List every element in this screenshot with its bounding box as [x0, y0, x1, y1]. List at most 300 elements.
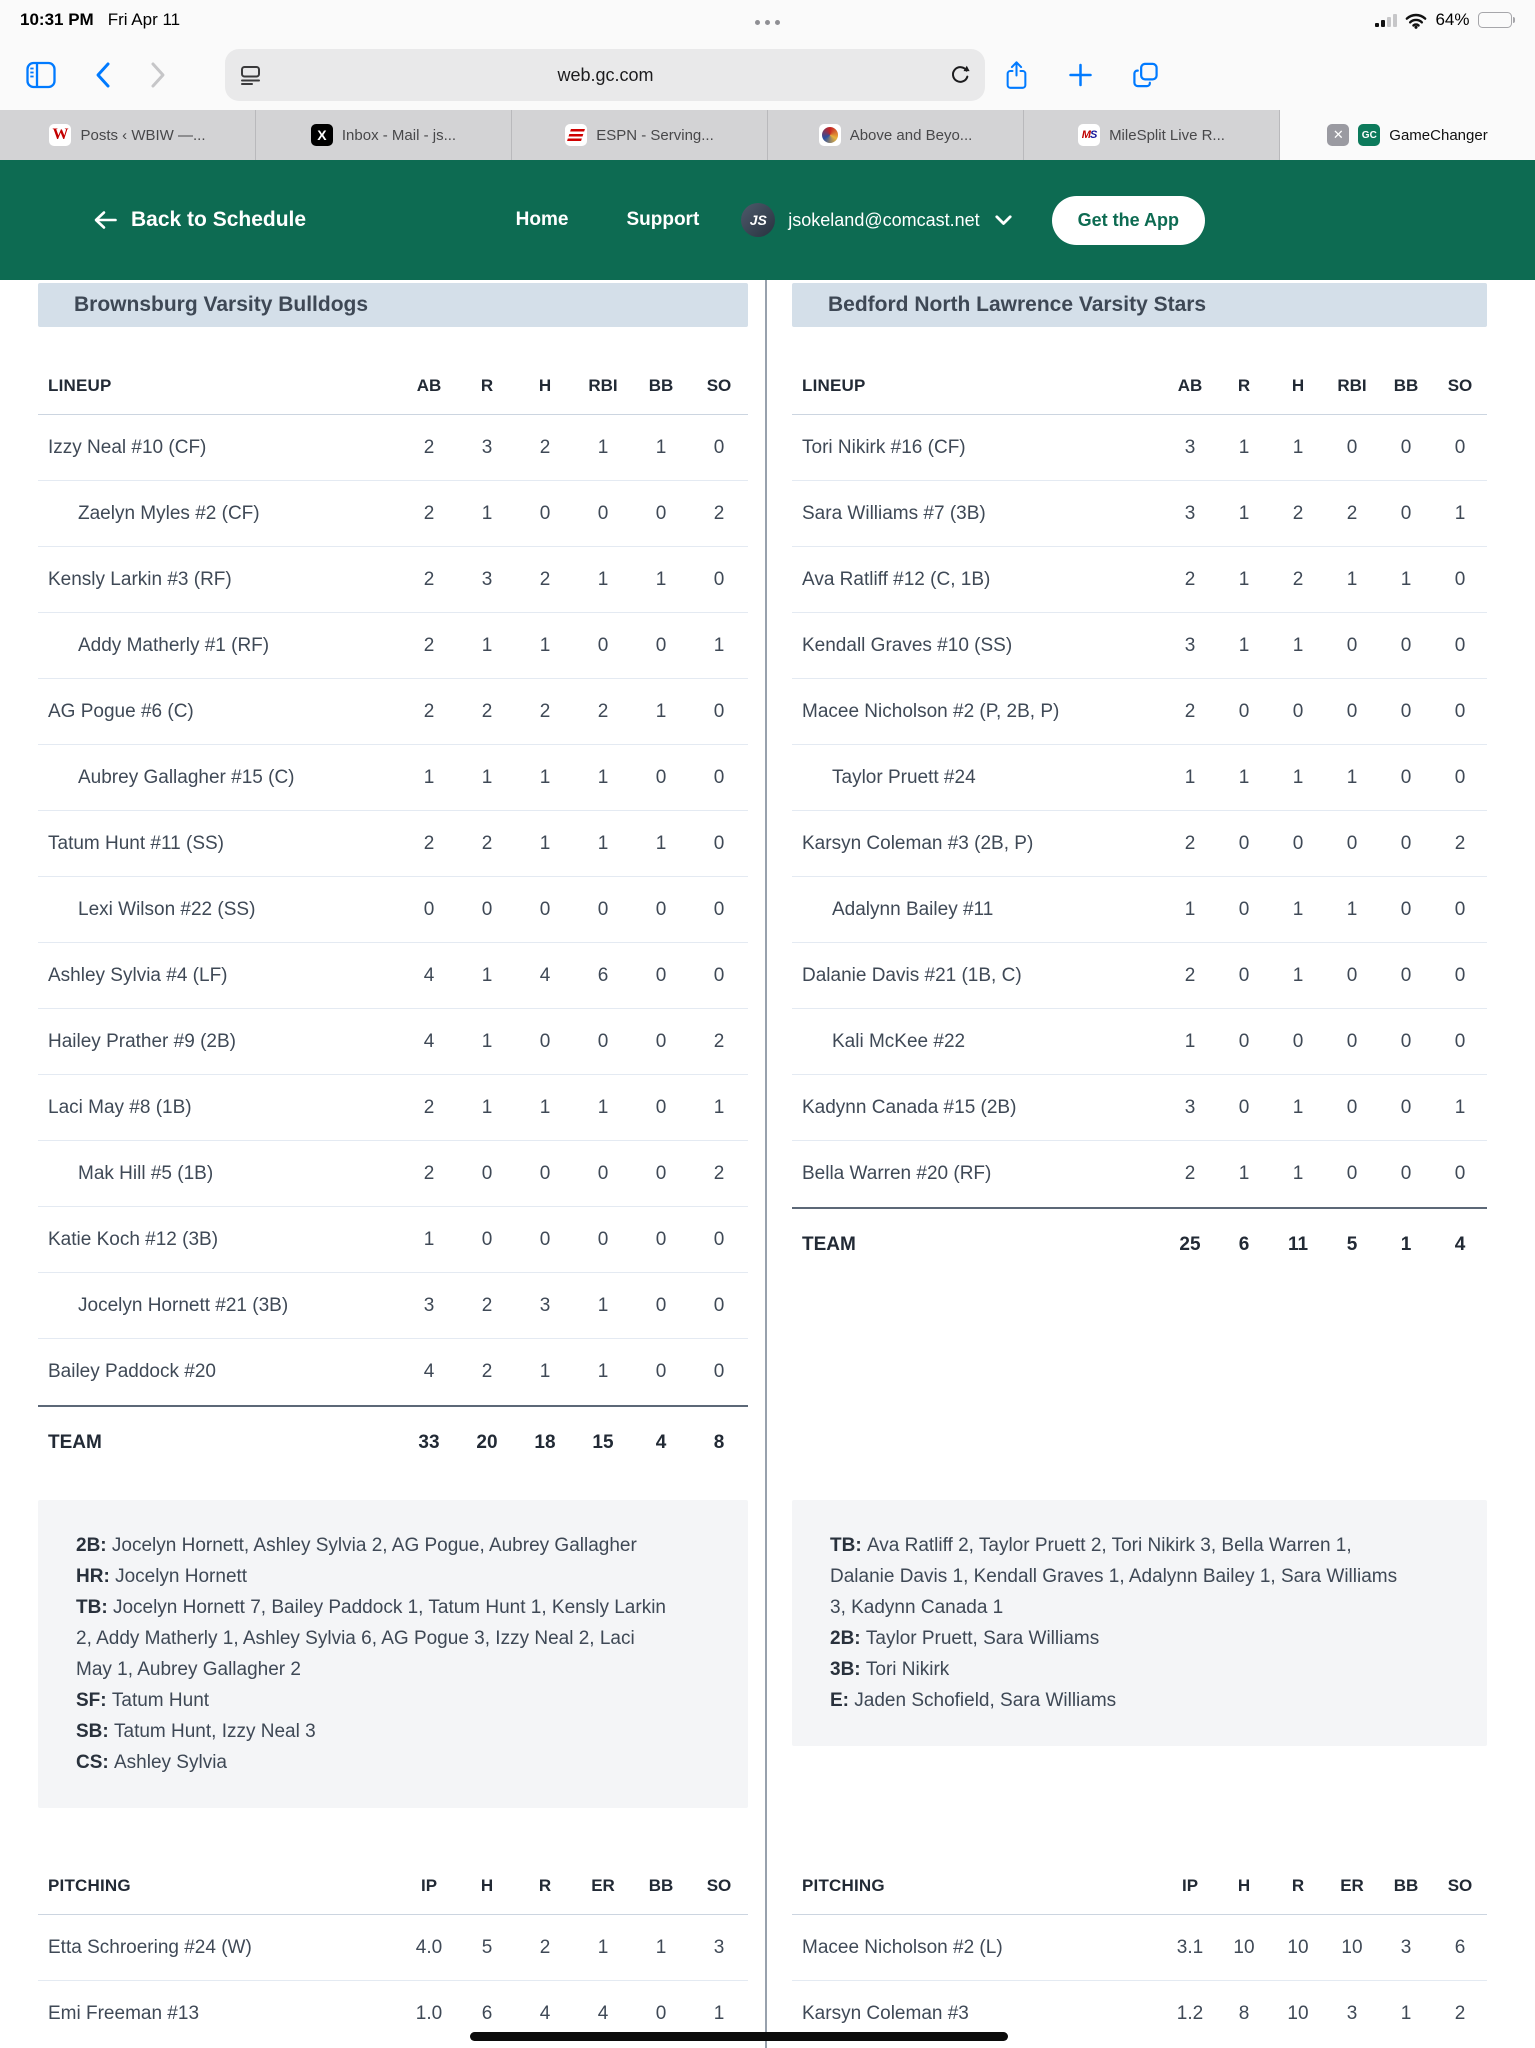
stat-value: 0 — [713, 898, 725, 920]
col-r: R — [480, 375, 494, 395]
stat-value: 1 — [1184, 766, 1196, 788]
account-menu[interactable] — [741, 203, 1011, 237]
stat-value: 1 — [1238, 766, 1250, 788]
lineup-row — [38, 1009, 748, 1075]
col-so: SO — [706, 1875, 732, 1895]
player-name: Addy Matherly #1 (RF) — [78, 634, 270, 656]
back-to-schedule-link[interactable] — [93, 208, 306, 232]
pitching-header: PITCHING — [48, 1875, 131, 1895]
tab-label: GameChanger — [1389, 126, 1488, 144]
stat-value: 0 — [1400, 766, 1412, 788]
stat-value: 1 — [1400, 2003, 1412, 2024]
stat-value: 0 — [481, 898, 493, 920]
team-total-value: 25 — [1179, 1234, 1201, 1255]
player-name: Sara Williams #7 (3B) — [802, 502, 986, 524]
stat-value: 2 — [539, 568, 551, 590]
team-label: TEAM — [48, 1432, 102, 1453]
stat-value: 2 — [713, 502, 725, 524]
stat-value: 0 — [481, 1228, 493, 1250]
stat-value: 0 — [539, 1030, 551, 1052]
stat-value: 0 — [713, 832, 725, 854]
player-name: Hailey Prather #9 (2B) — [48, 1030, 236, 1052]
forward-icon[interactable] — [150, 61, 167, 89]
player-name: Kensly Larkin #3 (RF) — [48, 568, 232, 590]
player-name: Adalynn Bailey #11 — [832, 898, 994, 920]
col-so: SO — [1447, 1875, 1473, 1895]
milesplit-icon: M S — [1078, 124, 1100, 146]
stat-value: 0 — [1292, 1030, 1304, 1052]
stat-value: 2 — [423, 832, 435, 854]
stat-value: 0 — [1400, 1163, 1412, 1184]
stat-value: 2 — [539, 1936, 551, 1958]
stat-value: 0 — [1346, 1096, 1358, 1118]
stat-value: 1 — [1238, 1163, 1250, 1184]
lineup-row — [38, 811, 748, 877]
stat-note: 3B: Tori Nikirk — [830, 1659, 950, 1680]
stat-value: 1 — [539, 634, 551, 656]
stat-value: 1 — [481, 964, 493, 986]
stat-value: 0 — [1400, 964, 1412, 986]
stat-value: 2 — [597, 700, 609, 722]
back-icon[interactable] — [94, 61, 111, 89]
stat-value: 0 — [1400, 898, 1412, 920]
stat-value: 1 — [655, 832, 667, 854]
stat-value: 2 — [1292, 568, 1304, 590]
stat-note: CS: Ashley Sylvia — [76, 1752, 227, 1773]
lineup-row — [792, 415, 1487, 481]
stat-value: 2 — [423, 502, 435, 524]
team-name: Brownsburg Varsity Bulldogs — [74, 293, 369, 316]
stat-value: 3 — [481, 568, 493, 590]
header-nav — [516, 196, 1205, 245]
stat-value: 0 — [1238, 832, 1250, 854]
stat-value: 0 — [1346, 634, 1358, 656]
team-totals-row — [792, 1207, 1487, 1281]
stat-value: 10 — [1233, 1936, 1255, 1958]
tab-espn[interactable] — [512, 110, 768, 160]
stat-value: 0 — [1400, 1096, 1412, 1118]
stat-value: 4 — [423, 1361, 435, 1382]
team-totals-row — [38, 1405, 748, 1479]
player-name: Etta Schroering #24 (W) — [48, 1936, 252, 1958]
stat-note: 2B: Taylor Pruett, Sara Williams — [830, 1628, 1100, 1649]
stat-value: 1.0 — [415, 2003, 443, 2024]
lineup-row — [792, 1141, 1487, 1207]
stat-value: 1 — [713, 2003, 725, 2024]
stat-note: TB: Ava Ratliff 2, Taylor Pruett 2, Tori Nikirk 3, Bella Warren 1, Dalanie Davis 1, Kendall Graves 1, Adalynn Bailey 1, Sara Williams 3, Kadynn Canada 1 — [830, 1535, 1398, 1618]
stat-value: 1 — [655, 436, 667, 458]
stat-value: 2 — [1184, 832, 1196, 854]
col-r: R — [1237, 375, 1251, 395]
stat-value: 6 — [481, 2003, 493, 2024]
stat-value: 1 — [481, 1096, 493, 1118]
stat-value: 1 — [597, 766, 609, 788]
player-name: Bella Warren #20 (RF) — [802, 1163, 992, 1184]
url-text: web.gc.com — [557, 64, 654, 85]
stat-value: 0 — [655, 898, 667, 920]
lineup-header: LINEUP — [802, 375, 866, 395]
col-bb: BB — [648, 1875, 674, 1895]
stat-value: 4 — [539, 2003, 551, 2024]
lineup-row — [38, 481, 748, 547]
player-name: Lexi Wilson #22 (SS) — [78, 898, 256, 920]
stat-value: 2 — [423, 1096, 435, 1118]
stat-value: 0 — [539, 898, 551, 920]
gamechanger-icon: GC — [1358, 124, 1380, 146]
stat-value: 0 — [1454, 436, 1466, 458]
stat-value: 1.2 — [1176, 2003, 1204, 2024]
stat-value: 4 — [539, 964, 551, 986]
stat-value: 0 — [655, 766, 667, 788]
nav-home[interactable]: Home — [515, 209, 569, 230]
stat-note: TB: Jocelyn Hornett 7, Bailey Paddock 1, Tatum Hunt 1, Kensly Larkin 2, Addy Matherly 1, Ashley Sylvia 6, AG Pogue 3, Izzy Neal 2, Laci May 1, Aubrey Gallagher 2 — [76, 1597, 666, 1680]
player-name: Macee Nicholson #2 (L) — [802, 1936, 1003, 1958]
away-team-lineup-section — [792, 283, 1487, 1480]
get-the-app-button[interactable]: Get the App — [1052, 196, 1205, 245]
stat-value: 0 — [1454, 766, 1466, 788]
stat-value: 1 — [1184, 1030, 1196, 1052]
col-er: ER — [591, 1875, 615, 1895]
tab-above-and-beyond[interactable] — [768, 110, 1024, 160]
stat-value: 1 — [597, 1096, 609, 1118]
stat-value: 0 — [1400, 832, 1412, 854]
stat-value: 2 — [1346, 502, 1358, 524]
tab-label: ESPN - Serving... — [596, 126, 714, 144]
stat-value: 0 — [597, 1162, 609, 1184]
stat-value: 0 — [1292, 700, 1304, 722]
sidebar-toggle-icon[interactable] — [26, 62, 56, 89]
share-icon[interactable] — [1005, 60, 1028, 90]
stat-value: 0 — [1454, 1030, 1466, 1052]
pane-divider — [765, 280, 767, 2048]
stat-value: 1 — [1292, 436, 1304, 458]
stat-value: 0 — [713, 700, 725, 722]
stat-value: 1 — [1454, 502, 1466, 524]
lineup-row — [792, 745, 1487, 811]
page-settings-icon[interactable] — [239, 64, 262, 86]
pitching-header-row — [792, 1857, 1487, 1915]
lineup-row — [38, 547, 748, 613]
battery-percent: 64% — [1435, 10, 1470, 29]
new-tab-icon[interactable] — [1068, 63, 1093, 88]
stat-value: 0 — [539, 1228, 551, 1250]
stat-value: 2 — [539, 436, 551, 458]
stat-value: 0 — [1400, 436, 1412, 458]
lineup-row — [38, 679, 748, 745]
tab-gamechanger[interactable] — [1280, 110, 1535, 160]
stat-value: 3 — [1184, 436, 1196, 458]
stat-value: 0 — [713, 568, 725, 590]
stat-value: 0 — [423, 898, 435, 920]
stat-value: 0 — [1346, 832, 1358, 854]
stat-value: 0 — [655, 1294, 667, 1316]
stat-value: 0 — [655, 1162, 667, 1184]
stat-value: 0 — [539, 502, 551, 524]
stat-value: 0 — [481, 1162, 493, 1184]
lineup-row — [792, 481, 1487, 547]
stat-value: 0 — [655, 502, 667, 524]
close-tab-icon[interactable]: ✕ — [1327, 124, 1349, 146]
away-team-stat-notes — [792, 1500, 1487, 1746]
stat-value: 0 — [713, 1228, 725, 1250]
pitching-row — [38, 1915, 748, 1981]
home-team-lineup-section — [38, 283, 748, 1480]
status-bar — [0, 0, 1535, 40]
stat-value: 0 — [1238, 1030, 1250, 1052]
col-er: ER — [1340, 1875, 1364, 1895]
lineup-row — [38, 613, 748, 679]
stat-value: 0 — [713, 1361, 725, 1382]
tab-label: Posts ‹ WBIW —... — [80, 126, 206, 144]
stat-note: 2B: Jocelyn Hornett, Ashley Sylvia 2, AG Pogue, Aubrey Gallagher — [76, 1535, 637, 1556]
stat-value: 2 — [423, 436, 435, 458]
stat-value: 2 — [481, 1361, 493, 1382]
stat-value: 0 — [1454, 964, 1466, 986]
stat-value: 0 — [597, 1228, 609, 1250]
date: Fri Apr 11 — [107, 10, 181, 29]
above-and-beyond-icon — [819, 124, 841, 146]
team-total-value: 20 — [476, 1432, 498, 1453]
stat-value: 1 — [1184, 898, 1196, 920]
player-name: Kendall Graves #10 (SS) — [802, 634, 1013, 656]
lineup-row — [792, 1075, 1487, 1141]
app-header — [0, 160, 1535, 280]
stat-value: 4 — [423, 964, 435, 986]
lineup-row — [38, 877, 748, 943]
stat-value: 4 — [423, 1030, 435, 1052]
stat-value: 2 — [1454, 2003, 1466, 2024]
espn-icon — [565, 124, 587, 146]
lineup-row — [38, 745, 748, 811]
col-ab: AB — [1177, 375, 1203, 395]
stat-value: 3 — [1184, 502, 1196, 524]
stat-value: 1 — [1238, 634, 1250, 656]
avatar: JS — [741, 203, 775, 237]
stat-note: HR: Jocelyn Hornett — [76, 1566, 248, 1587]
stat-note: E: Jaden Schofield, Sara Williams — [830, 1690, 1117, 1711]
lineup-table — [38, 415, 748, 1405]
player-name: Emi Freeman #13 — [48, 2003, 200, 2024]
stat-note: SF: Tatum Hunt — [76, 1690, 210, 1711]
stat-value: 1 — [481, 502, 493, 524]
team-total-value: 5 — [1346, 1234, 1358, 1255]
stat-value: 0 — [655, 1030, 667, 1052]
arrow-left-icon — [93, 210, 117, 230]
col-h: H — [480, 1875, 494, 1895]
stat-value: 2 — [1184, 1163, 1196, 1184]
stat-value: 0 — [1454, 1163, 1466, 1184]
lineup-row — [38, 1141, 748, 1207]
stat-value: 10 — [1341, 1936, 1363, 1958]
stat-value: 0 — [713, 1294, 725, 1316]
nav-support[interactable]: Support — [626, 209, 700, 230]
stat-value: 0 — [1454, 568, 1466, 590]
team-name-band — [38, 283, 748, 327]
stat-value: 3 — [1184, 634, 1196, 656]
stat-value: 2 — [481, 700, 493, 722]
stat-value: 1 — [481, 1030, 493, 1052]
address-bar[interactable] — [225, 49, 985, 101]
tab-label: MileSplit Live R... — [1109, 126, 1225, 144]
lineup-row — [38, 1207, 748, 1273]
team-total-value: 11 — [1287, 1234, 1309, 1255]
stat-value: 1 — [597, 436, 609, 458]
lineup-row — [792, 811, 1487, 877]
stat-value: 1 — [1292, 766, 1304, 788]
col-ab: AB — [416, 375, 442, 395]
stat-value: 2 — [423, 568, 435, 590]
player-name: Ava Ratliff #12 (C, 1B) — [802, 568, 991, 590]
team-name: Bedford North Lawrence Varsity Stars — [828, 293, 1207, 316]
stat-value: 1 — [597, 1361, 609, 1382]
stat-value: 2 — [1184, 964, 1196, 986]
lineup-row — [792, 1009, 1487, 1075]
col-bb: BB — [648, 375, 674, 395]
stat-value: 1 — [539, 766, 551, 788]
stat-value: 2 — [423, 634, 435, 656]
player-name: AG Pogue #6 (C) — [48, 700, 194, 722]
stat-value: 2 — [1184, 700, 1196, 722]
lineup-header-row — [38, 357, 748, 415]
stat-value: 0 — [655, 964, 667, 986]
stat-value: 0 — [597, 1030, 609, 1052]
stat-value: 2 — [713, 1162, 725, 1184]
stat-value: 8 — [1238, 2003, 1250, 2024]
stat-value: 1 — [1454, 1096, 1466, 1118]
player-name: Laci May #8 (1B) — [48, 1096, 192, 1118]
player-name: Macee Nicholson #2 (P, 2B, P) — [802, 700, 1060, 722]
lineup-row — [38, 415, 748, 481]
tab-milesplit[interactable] — [1024, 110, 1280, 160]
stat-value: 0 — [1238, 1096, 1250, 1118]
player-name: Dalanie Davis #21 (1B, C) — [802, 964, 1022, 986]
stat-value: 1 — [597, 832, 609, 854]
browser-toolbar — [0, 40, 1535, 110]
stat-value: 2 — [539, 700, 551, 722]
stat-value: 10 — [1287, 1936, 1309, 1958]
lineup-row — [792, 547, 1487, 613]
lineup-row — [792, 943, 1487, 1009]
stat-value: 3 — [713, 1936, 725, 1958]
stat-value: 0 — [597, 502, 609, 524]
home-indicator[interactable] — [470, 2032, 1008, 2041]
lineup-row — [38, 943, 748, 1009]
multitask-dots-icon — [0, 12, 1535, 30]
stat-value: 0 — [1400, 502, 1412, 524]
tab-label: Inbox - Mail - js... — [341, 126, 457, 144]
lineup-header: LINEUP — [48, 375, 112, 395]
stat-value: 1 — [1346, 766, 1358, 788]
stat-value: 0 — [1400, 700, 1412, 722]
pitching-table — [792, 1915, 1487, 2047]
stat-value: 6 — [597, 964, 609, 986]
stat-value: 1 — [1238, 502, 1250, 524]
stat-value: 2 — [423, 700, 435, 722]
stat-value: 3 — [539, 1294, 551, 1316]
stat-value: 0 — [713, 436, 725, 458]
stat-value: 3 — [481, 436, 493, 458]
stat-value: 0 — [655, 1361, 667, 1382]
team-label: TEAM — [802, 1234, 856, 1255]
stat-value: 1 — [1238, 436, 1250, 458]
player-name: Zaelyn Myles #2 (CF) — [78, 502, 260, 524]
stat-value: 1 — [481, 634, 493, 656]
stat-value: 3.1 — [1176, 1936, 1204, 1958]
player-name: Bailey Paddock #20 — [48, 1361, 216, 1382]
stat-value: 0 — [1238, 964, 1250, 986]
stat-value: 2 — [423, 1162, 435, 1184]
home-team-pitching-section — [38, 1857, 748, 2048]
stat-value: 0 — [713, 766, 725, 788]
stat-value: 0 — [1400, 634, 1412, 656]
tab-overview-icon[interactable] — [1132, 62, 1159, 89]
col-ip: IP — [420, 1875, 438, 1895]
boxscore-content — [0, 280, 1535, 2048]
stat-value: 0 — [713, 964, 725, 986]
stat-value: 0 — [1454, 700, 1466, 722]
col-h: H — [538, 375, 552, 395]
stat-value: 1 — [423, 766, 435, 788]
stat-value: 1 — [597, 1294, 609, 1316]
stat-value: 0 — [1346, 1030, 1358, 1052]
stat-value: 0 — [655, 1096, 667, 1118]
team-total-value: 8 — [713, 1432, 725, 1453]
stat-value: 3 — [1346, 2003, 1358, 2024]
x-logo-icon: X — [311, 124, 333, 146]
stat-value: 1 — [655, 700, 667, 722]
col-rbi: RBI — [588, 375, 618, 395]
team-total-value: 18 — [534, 1432, 556, 1453]
stat-value: 2 — [713, 1030, 725, 1052]
pitching-header-row — [38, 1857, 748, 1915]
col-so: SO — [706, 375, 732, 395]
stat-value: 1 — [655, 1936, 667, 1958]
away-team-pitching-section — [792, 1857, 1487, 2048]
stat-value: 1 — [597, 1936, 609, 1958]
tab-posts-wbiw[interactable] — [0, 110, 256, 160]
stat-value: 10 — [1287, 2003, 1309, 2024]
stat-value: 1 — [713, 634, 725, 656]
stat-value: 1 — [1346, 898, 1358, 920]
lineup-header-row — [792, 357, 1487, 415]
player-name: Izzy Neal #10 (CF) — [48, 436, 207, 458]
stat-value: 1 — [655, 568, 667, 590]
home-team-stat-notes — [38, 1500, 748, 1808]
col-r: R — [538, 1875, 552, 1895]
stat-value: 1 — [713, 1096, 725, 1118]
stat-value: 0 — [1454, 898, 1466, 920]
lineup-row — [38, 1339, 748, 1405]
pitching-header: PITCHING — [802, 1875, 885, 1895]
stat-value: 0 — [655, 634, 667, 656]
stat-value: 3 — [423, 1294, 435, 1316]
player-name: Katie Koch #12 (3B) — [48, 1228, 219, 1250]
lineup-table — [792, 415, 1487, 1207]
team-total-value: 33 — [418, 1432, 440, 1453]
stat-value: 3 — [1400, 1936, 1412, 1958]
stat-value: 0 — [1346, 436, 1358, 458]
stat-value: 1 — [1238, 568, 1250, 590]
player-name: Mak Hill #5 (1B) — [78, 1162, 214, 1184]
stat-value: 6 — [1454, 1936, 1466, 1958]
stat-value: 2 — [1292, 502, 1304, 524]
player-name: Jocelyn Hornett #21 (3B) — [78, 1294, 289, 1316]
stat-value: 2 — [481, 832, 493, 854]
stat-value: 0 — [655, 2003, 667, 2024]
player-name: Kadynn Canada #15 (2B) — [802, 1096, 1017, 1118]
refresh-icon[interactable] — [949, 63, 971, 87]
tab-inbox-mail[interactable] — [256, 110, 512, 160]
